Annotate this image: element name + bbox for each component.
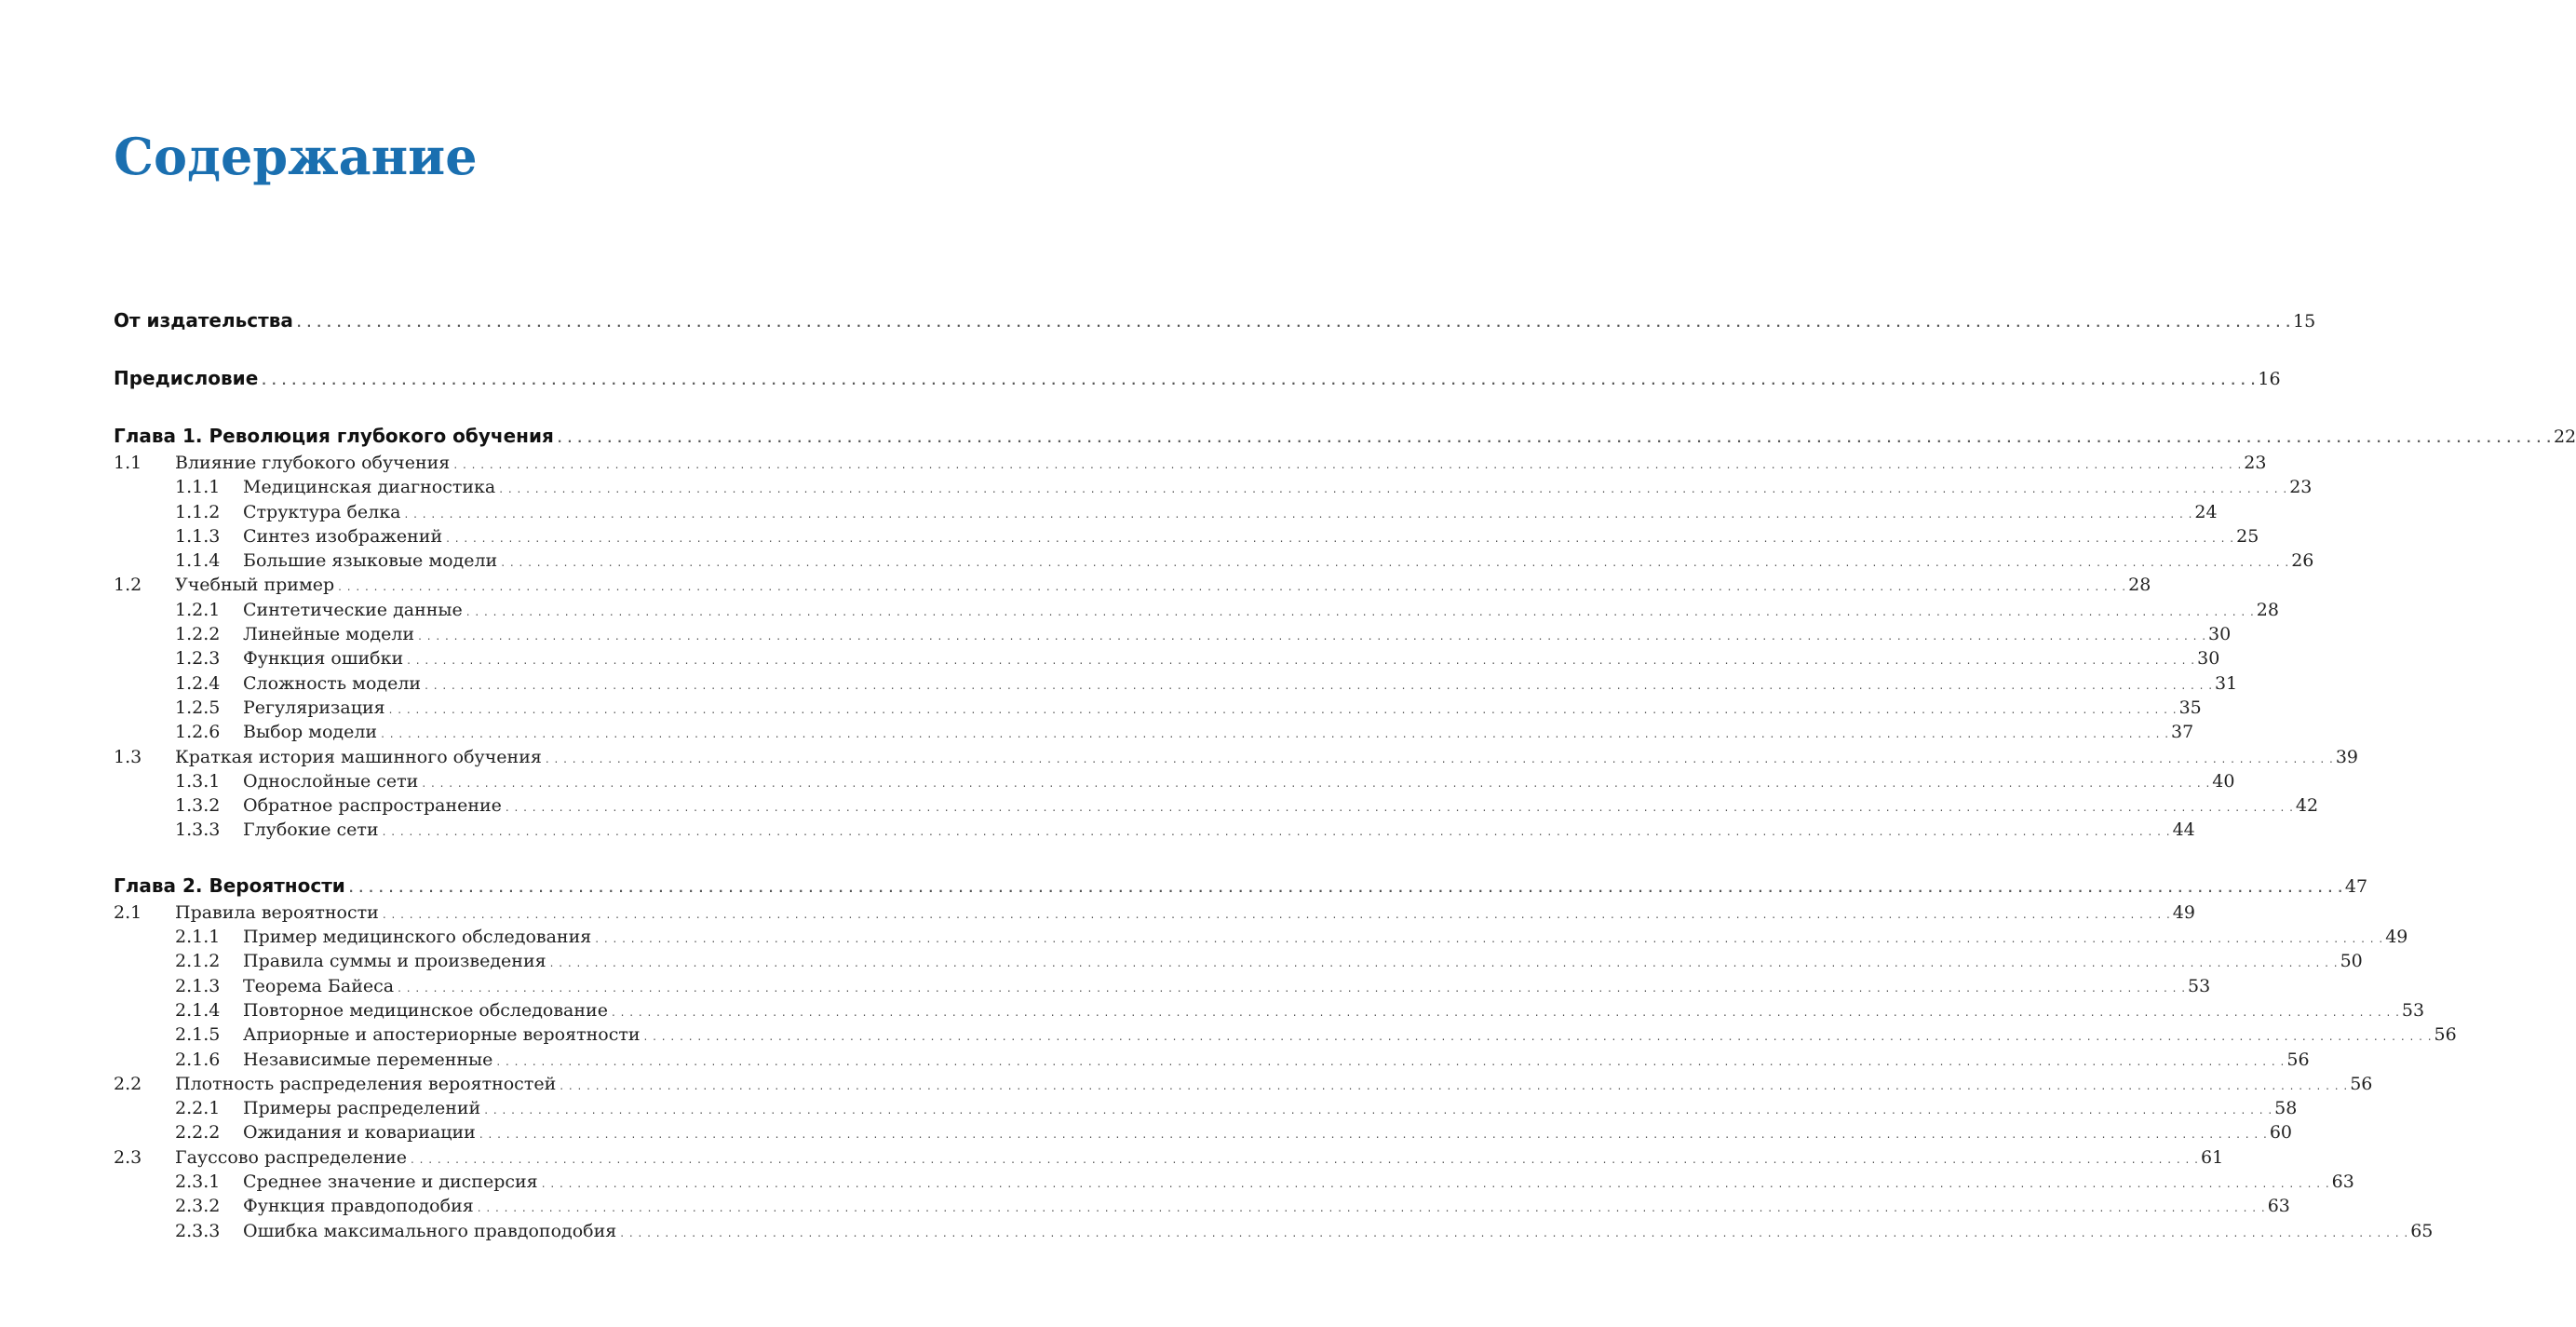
dot-leader: . . . . . . . . . . . . . . . . . . . . . . . . . . . . . . . . . . . . . . . . . . . . . . . . . . . . . . . . . . . . . . . . . . . . . . . . . . . . . . . . . . . . . . . . . . . . . . . . . . . . . . . . . . . . . . . . . . . . . . . . . . . . . . . . . . . . . . . . . . . . . . . . . . . . . . . . . . . . . . . . . . . . . . . . . . . . . . . . . . . . . . . . . . . . . . . . . . . . . . . .: [404, 507, 2193, 521]
toc-entry-number: 2.1.2: [175, 951, 221, 972]
dot-leader: . . . . . . . . . . . . . . . . . . . . . . . . . . . . . . . . . . . . . . . . . . . . . . . . . . . . . . . . . . . . . . . . . . . . . . . . . . . . . . . . . . . . . . . . . . . . . . . . . . . . . . . . . . . . . . . . . . . . . . . . . . . . . . . . . . . . . . . . . . . . . . . . . . . . . . . . . . . . . . . . . . . . . . . . . . . . . . . . . . . . . . . . . . . . . . . . . . . . . . . .: [545, 752, 2334, 765]
toc-entry-number: 2.1.1: [175, 927, 221, 948]
dot-leader: . . . . . . . . . . . . . . . . . . . . . . . . . . . . . . . . . . . . . . . . . . . . . . . . . . . . . . . . . . . . . . . . . . . . . . . . . . . . . . . . . . . . . . . . . . . . . . . . . . . . . . . . . . . . . . . . . . . . . . . . . . . . . . . . . . . . . . . . . . . . . . . . . . . . . . . . . . . . . . . . . . . . . . . . . . . . . . . . . . . . . . . . . . . . . . . . . . . . . . . .: [398, 981, 2187, 995]
toc-entry-number: 1.2.4: [175, 672, 221, 694]
toc-entry-sub: [114, 974, 2211, 998]
toc-entry-top: [114, 421, 2576, 451]
toc-entry-title: Повторное медицинское обследование: [243, 999, 608, 1021]
toc-entry-page-number: 30: [2197, 648, 2220, 670]
toc-entry-sub: [114, 1170, 2354, 1194]
toc-entry-sec: [114, 451, 2267, 475]
toc-entry-page-number: 63: [2267, 1196, 2290, 1217]
toc-entry-top: [114, 363, 2281, 393]
toc-entry-title: Пример медицинского обследования: [243, 927, 592, 948]
toc-entry-title: Регуляризация: [243, 697, 385, 718]
toc-entry-sec: [114, 1145, 2224, 1170]
toc-entry-title: Медицинская диагностика: [243, 477, 496, 498]
dot-leader: . . . . . . . . . . . . . . . . . . . . . . . . . . . . . . . . . . . . . . . . . . . . . . . . . . . . . . . . . . . . . . . . . . . . . . . . . . . . . . . . . . . . . . . . . . . . . . . . . . . . . . . . . . . . . . . . . . . . . . . . . . . . . . . . . . . . . . . . . . . . . . . . . . . . . . . . . . . . . . . . . . . . . . . . . . . . . . . . . . . . . . . . . . . . . . . . . . . . . . . .: [425, 678, 2214, 692]
dot-leader: . . . . . . . . . . . . . . . . . . . . . . . . . . . . . . . . . . . . . . . . . . . . . . . . . . . . . . . . . . . . . . . . . . . . . . . . . . . . . . . . . . . . . . . . . . . . . . . . . . . . . . . . . . . . . . . . . . . . . . . . . . . . . . . . . . . . . . . . . . . . . . . . . . . . . . . . . . . . . . . . . . . . . . . . . . . . . . . . . . . . . . . . . . . . . . . . . . . . . . . .: [620, 1225, 2409, 1239]
toc-entry-page-number: 23: [2244, 453, 2267, 473]
toc-entry-page-number: 49: [2172, 901, 2195, 923]
toc-entry-title: Глава 2. Вероятности: [114, 871, 347, 900]
toc-entry-page-number: 24: [2194, 501, 2218, 522]
toc-entry-number: 1.3.1: [175, 770, 221, 792]
toc-entry-title: Выбор модели: [243, 722, 378, 743]
toc-entry-title: Влияние глубокого обучения: [175, 453, 451, 473]
toc-entry-page-number: 58: [2274, 1098, 2298, 1119]
toc-entry-title: Плотность распределения вероятностей: [175, 1073, 557, 1094]
toc-entry-page-number: 31: [2215, 672, 2238, 694]
toc-entry-number: 1.3.3: [175, 819, 221, 841]
toc-entry-title: Структура белка: [243, 501, 401, 522]
toc-entry-title: Линейные модели: [243, 624, 415, 645]
toc-entry-number: 2.2.2: [175, 1122, 221, 1144]
toc-entry-title: Теорема Байеса: [243, 975, 395, 996]
toc-entry-sub: [114, 475, 2313, 499]
toc-entry-title: Функция правдоподобия: [243, 1196, 474, 1217]
toc-entry-number: 1.2.6: [175, 722, 221, 743]
dot-leader: . . . . . . . . . . . . . . . . . . . . . . . . . . . . . . . . . . . . . . . . . . . . . . . . . . . . . . . . . . . . . . . . . . . . . . . . . . . . . . . . . . . . . . . . . . . . . . . . . . . . . . . . . . . . . . . . . . . . . . . . . . . . . . . . . . . . . . . . . . . . . . . . . . . . . . . . . . . . . . . . . . . . . . . . . . . . . . . . . . . . . . . . . . . . . . . . . . . . . . . .: [465, 604, 2255, 618]
toc-entry-top: [114, 871, 2368, 900]
toc-entry-sub: [114, 998, 2425, 1022]
dot-leader: . . . . . . . . . . . . . . . . . . . . . . . . . . . . . . . . . . . . . . . . . . . . . . . . . . . . . . . . . . . . . . . . . . . . . . . . . . . . . . . . . . . . . . . . . . . . . . . . . . . . . . . . . . . . . . . . . . . . . . . . . . . . . . . . . . . . . . . . . . . . . . . . . . . . . . . . . . . . . . . . . . . . . . . . . . . . . . . . . . . . . . . . . . . . . . . . . . . . . . . .: [541, 1177, 2330, 1191]
toc-entry-page-number: 61: [2200, 1146, 2224, 1168]
toc-entry-number: 2.1.6: [175, 1049, 221, 1070]
toc-entry-title: Правила вероятности: [175, 901, 379, 923]
toc-entry-sub: [114, 1096, 2298, 1120]
toc-entry-sub: [114, 1219, 2434, 1243]
toc-entry-page-number: 65: [2410, 1220, 2434, 1241]
dot-leader: . . . . . . . . . . . . . . . . . . . . . . . . . . . . . . . . . . . . . . . . . . . . . . . . . . . . . . . . . . . . . . . . . . . . . . . . . . . . . . . . . . . . . . . . . . . . . . . . . . . . . . . . . . . . . . . . . . . . . . . . . . . . . . . . . . . . . . . . . . . . . . . . . . . . . . . . . . . . . . . . . . . . . . . . . . . . . . . . . . . . . . . . . . . . . . . . . . . . . . . .: [560, 1078, 2349, 1092]
dot-leader: . . . . . . . . . . . . . . . . . . . . . . . . . . . . . . . . . . . . . . . . . . . . . . . . . . . . . . . . . . . . . . . . . . . . . . . . . . . . . . . . . . . . . . . . . . . . . . . . . . . . . . . . . . . . . . . . . . . . . . . . . . . . . . . . . . . . . . . . . . . . . . . . . . . . . . . . . . . . . . . . . . . . . . . . . . . . . . . . . . . . . . . . . . . . . . . . . . . . . . . .: [505, 801, 2294, 815]
toc-entry-page-number: 22: [2553, 427, 2576, 447]
dot-leader: . . . . . . . . . . . . . . . . . . . . . . . . . . . . . . . . . . . . . . . . . . . . . . . . . . . . . . . . . . . . . . . . . . . . . . . . . . . . . . . . . . . . . . . . . . . . . . . . . . . . . . . . . . . . . . . . . . . . . . . . . . . . . . . . . . . . . . . . . . . . . . . . . . . . . . . . . . . . . . . . . . . . . . . . . . . . . . . . . . . . . . . . . . . . . . . . . . . . . . . .: [549, 956, 2339, 970]
toc-entry-page-number: 15: [2292, 311, 2316, 332]
toc-entry-title: Большие языковые модели: [243, 550, 498, 572]
toc-entry-page-number: 28: [2128, 575, 2151, 596]
dot-leader: . . . . . . . . . . . . . . . . . . . . . . . . . . . . . . . . . . . . . . . . . . . . . . . . . . . . . . . . . . . . . . . . . . . . . . . . . . . . . . . . . . . . . . . . . . . . . . . . . . . . . . . . . . . . . . . . . . . . . . . . . . . . . . . . . . . . . . . . . . . . . . . . . . . . . . . . . . . . . . . . . . . . . . . . . . . . . . . . . . . . . . . . . . . . . . . . . . . . . . . .: [484, 1104, 2273, 1117]
toc-entry-number: 2.2: [114, 1073, 142, 1094]
toc-entry-sub: [114, 1194, 2290, 1218]
dot-leader: . . . . . . . . . . . . . . . . . . . . . . . . . . . . . . . . . . . . . . . . . . . . . . . . . . . . . . . . . . . . . . . . . . . . . . . . . . . . . . . . . . . . . . . . . . . . . . . . . . . . . . . . . . . . . . . . . . . . . . . . . . . . . . . . . . . . . . . . . . . . . . . . . . . . . . . . . . . . . . . . . . . . . . . . . . . . . . . . . . . . . . . . . . . . . . . . . . . . . . . .: [611, 1005, 2400, 1019]
dot-leader: . . . . . . . . . . . . . . . . . . . . . . . . . . . . . . . . . . . . . . . . . . . . . . . . . . . . . . . . . . . . . . . . . . . . . . . . . . . . . . . . . . . . . . . . . . . . . . . . . . . . . . . . . . . . . . . . . . . . . . . . . . . . . . . . . . . . . . . . . . . . . . . . . . . . . . . . . . . . . . . . . . . . . . . . . . . . . . . . . . . . . . . . . . . . . . . . . . . . . . . .: [418, 630, 2207, 643]
toc-entry-title: Сложность модели: [243, 672, 422, 694]
toc-entry-page-number: 50: [2340, 951, 2363, 972]
toc-entry-page-number: 37: [2171, 722, 2194, 743]
toc-entry-page-number: 44: [2172, 819, 2195, 841]
toc-entry-title: Примеры распределений: [243, 1098, 481, 1119]
dot-leader: . . . . . . . . . . . . . . . . . . . . . . . . . . . . . . . . . . . . . . . . . . . . . . . . . . . . . . . . . . . . . . . . . . . . . . . . . . . . . . . . . . . . . . . . . . . . . . . . . . . . . . . . . . . . . . . . . . . . . . . . . . . . . . . . . . . . . . . . . . . . . . . . . . . . . . . . . . . . . . . . . . . . . . . . . . . . . . . . . . . . . . . . . . . . . . . . . . . . . . . .: [453, 458, 2243, 471]
dot-leader: . . . . . . . . . . . . . . . . . . . . . . . . . . . . . . . . . . . . . . . . . . . . . . . . . . . . . . . . . . . . . . . . . . . . . . . . . . . . . . . . . . . . . . . . . . . . . . . . . . . . . . . . . . . . . . . . . . . . . . . . . . . . . . . . . . . . . . . . . . . . . . . . . . . . . . . . . . . . . . . . . . . . . . . . . . . . . . . . . . . . . . . . . . . . . . . . . . . . . . . .: [499, 482, 2288, 496]
toc-entry-sec: [114, 573, 2151, 597]
dot-leader: . . . . . . . . . . . . . . . . . . . . . . . . . . . . . . . . . . . . . . . . . . . . . . . . . . . . . . . . . . . . . . . . . . . . . . . . . . . . . . . . . . . . . . . . . . . . . . . . . . . . . . . . . . . . . . . . . . . . . . . . . . . . . . . . . . . . . . . . . . . . . . . . . . . . . . . . . . . . . . . . . . . . . . . . . . . . . . . . . . . . . . . . . . . . . . . . . . . . . . . .: [422, 776, 2211, 790]
toc-entry-number: 1.1.3: [175, 525, 221, 547]
toc-entry-sub: [114, 925, 2408, 949]
dot-leader: . . . . . . . . . . . . . . . . . . . . . . . . . . . . . . . . . . . . . . . . . . . . . . . . . . . . . . . . . . . . . . . . . . . . . . . . . . . . . . . . . . . . . . . . . . . . . . . . . . . . . . . . . . . . . . . . . . . . . . . . . . . . . . . . . . . . . . . . . . . . . . . . . . . . . . . . . . . . . . . . . . . . . . . . . . . . . . . . . . . . . . . . . . . . . . . . . . . . . . . .: [479, 1128, 2268, 1142]
toc-entry-page-number: 56: [2350, 1073, 2373, 1094]
toc-entry-number: 1.2.3: [175, 648, 221, 670]
page-title: Содержание: [114, 127, 478, 186]
toc-entry-number: 2.3.2: [175, 1196, 221, 1217]
toc-entry-number: 1.2.1: [175, 599, 221, 620]
toc-entry-page-number: 40: [2212, 770, 2235, 792]
toc-entry-title: Глава 1. Революция глубокого обучения: [114, 421, 556, 451]
toc-entry-title: Ожидания и ковариации: [243, 1122, 476, 1144]
toc-entry-sub: [114, 622, 2232, 646]
toc-entry-title: Синтетические данные: [243, 599, 463, 620]
toc-entry-sub: [114, 769, 2235, 793]
toc-entry-page-number: 25: [2236, 525, 2259, 547]
toc-entry-page-number: 56: [2434, 1024, 2457, 1046]
toc-entry-number: 1.3: [114, 746, 142, 767]
toc-entry-title: Однослойные сети: [243, 770, 419, 792]
toc-entry-number: 1.1.2: [175, 501, 221, 522]
toc-entry-page-number: 63: [2331, 1171, 2354, 1193]
toc-entry-page-number: 47: [2344, 875, 2368, 897]
dot-leader: . . . . . . . . . . . . . . . . . . . . . . . . . . . . . . . . . . . . . . . . . . . . . . . . . . . . . . . . . . . . . . . . . . . . . . . . . . . . . . . . . . . . . . . . . . . . . . . . . . . . . . . . . . . . . . . . . . . . . . . . . . . . . . . . . . . . . . . . . . . . . . . . . . . . . . . . . . . . . . . . . . . . . . . . . . . . . . . . . . . . . . . . . . . . . . . . . . . . . . . .: [446, 531, 2235, 545]
toc-entry-title: Предисловие: [114, 363, 260, 393]
toc-entry-title: Обратное распространение: [243, 795, 502, 817]
toc-entry-number: 2.3: [114, 1146, 142, 1168]
dot-leader: . . . . . . . . . . . . . . . . . . . . . . . . . . . . . . . . . . . . . . . . . . . . . . . . . . . . . . . . . . . . . . . . . . . . . . . . . . . . . . . . . . . . . . . . . . . . . . . . . . . . . . . . . . . . . . . . . . . . . . . . . . . . . . . . . . . . . . . . . . . . . . . . . . . . . . . . . . . . . . . . . . . . . . . . . . . . . . . . . . . . . . . . . . . . . . . . . . . . . . . .: [382, 907, 2171, 921]
toc-entry-sub: [114, 598, 2279, 622]
toc-entry-number: 1.1: [114, 453, 142, 473]
toc-entry-number: 2.1.3: [175, 975, 221, 996]
dot-leader: . . . . . . . . . . . . . . . . . . . . . . . . . . . . . . . . . . . . . . . . . . . . . . . . . . . . . . . . . . . . . . . . . . . . . . . . . . . . . . . . . . . . . . . . . . . . . . . . . . . . . . . . . . . . . . . . . . . . . . . . . . . . . . . . . . . . . . . . . . . . . . . . . . . . . . . . . . . . . . . . . . . . . . . . . . . . . . . . . . . . . . . . . . . . . . . . . . . . . . . .: [477, 1201, 2266, 1215]
toc-entry-title: Правила суммы и произведения: [243, 951, 546, 972]
toc-entry-page-number: 53: [2188, 975, 2211, 996]
toc-entry-number: 1.1.4: [175, 550, 221, 572]
toc-entry-page-number: 60: [2269, 1122, 2292, 1144]
toc-entry-page-number: 56: [2286, 1049, 2310, 1070]
dot-leader: . . . . . . . . . . . . . . . . . . . . . . . . . . . . . . . . . . . . . . . . . . . . . . . . . . . . . . . . . . . . . . . . . . . . . . . . . . . . . . . . . . . . . . . . . . . . . . . . . . . . . . . . . . . . . . . . . . . . . . . . . . . . . . . . . . . . . . . . . . . . . . . . . . . . . . . . . . . . . . . . . . . . . . . . . . . . . . . . . . . . . . . . . . . . . . . . . . . . . . . .: [262, 374, 2257, 387]
toc-entry-sec: [114, 1072, 2373, 1096]
dot-leader: . . . . . . . . . . . . . . . . . . . . . . . . . . . . . . . . . . . . . . . . . . . . . . . . . . . . . . . . . . . . . . . . . . . . . . . . . . . . . . . . . . . . . . . . . . . . . . . . . . . . . . . . . . . . . . . . . . . . . . . . . . . . . . . . . . . . . . . . . . . . . . . . . . . . . . . . . . . . . . . . . . . . . . . . . . . . . . . . . . . . . . . . . . . . . . . . . . . . . . . .: [296, 317, 2291, 330]
toc-entry-number: 2.3.1: [175, 1171, 221, 1193]
toc-entry-number: 1.3.2: [175, 795, 221, 817]
dot-leader: . . . . . . . . . . . . . . . . . . . . . . . . . . . . . . . . . . . . . . . . . . . . . . . . . . . . . . . . . . . . . . . . . . . . . . . . . . . . . . . . . . . . . . . . . . . . . . . . . . . . . . . . . . . . . . . . . . . . . . . . . . . . . . . . . . . . . . . . . . . . . . . . . . . . . . . . . . . . . . . . . . . . . . . . . . . . . . . . . . . . . . . . . . . . . . . . . . . . . . . .: [382, 825, 2171, 839]
toc-entry-page-number: 49: [2385, 927, 2408, 948]
toc-entry-number: 2.1.5: [175, 1024, 221, 1046]
toc-entry-sub: [114, 646, 2220, 670]
toc-entry-sub: [114, 500, 2218, 524]
toc-entry-sub: [114, 548, 2314, 573]
toc-entry-sub: [114, 524, 2259, 548]
toc-entry-sec: [114, 900, 2195, 925]
dot-leader: . . . . . . . . . . . . . . . . . . . . . . . . . . . . . . . . . . . . . . . . . . . . . . . . . . . . . . . . . . . . . . . . . . . . . . . . . . . . . . . . . . . . . . . . . . . . . . . . . . . . . . . . . . . . . . . . . . . . . . . . . . . . . . . . . . . . . . . . . . . . . . . . . . . . . . . . . . . . . . . . . . . . . . . . . . . . . . . . . . . . . . . . . . . . . . . . . . . . . . . .: [557, 432, 2552, 445]
dot-leader: . . . . . . . . . . . . . . . . . . . . . . . . . . . . . . . . . . . . . . . . . . . . . . . . . . . . . . . . . . . . . . . . . . . . . . . . . . . . . . . . . . . . . . . . . . . . . . . . . . . . . . . . . . . . . . . . . . . . . . . . . . . . . . . . . . . . . . . . . . . . . . . . . . . . . . . . . . . . . . . . . . . . . . . . . . . . . . . . . . . . . . . . . . . . . . . . . . . . . . . .: [496, 1054, 2286, 1068]
toc-entry-number: 1.2.2: [175, 624, 221, 645]
toc-entry-number: 2.3.3: [175, 1220, 221, 1241]
toc-entry-page-number: 30: [2208, 624, 2232, 645]
toc-entry-sub: [114, 949, 2363, 973]
toc-entry-page-number: 26: [2291, 550, 2314, 572]
toc-entry-title: Среднее значение и дисперсия: [243, 1171, 538, 1193]
toc-entry-sub: [114, 696, 2202, 720]
toc-entry-number: 1.1.1: [175, 477, 221, 498]
dot-leader: . . . . . . . . . . . . . . . . . . . . . . . . . . . . . . . . . . . . . . . . . . . . . . . . . . . . . . . . . . . . . . . . . . . . . . . . . . . . . . . . . . . . . . . . . . . . . . . . . . . . . . . . . . . . . . . . . . . . . . . . . . . . . . . . . . . . . . . . . . . . . . . . . . . . . . . . . . . . . . . . . . . . . . . . . . . . . . . . . . . . . . . . . . . . . . . . . . . . . . . .: [595, 932, 2384, 946]
toc-entry-title: Учебный пример: [175, 575, 335, 596]
toc-entry-page-number: 53: [2401, 999, 2425, 1021]
table-of-contents: [114, 305, 2576, 1243]
toc-entry-title: Синтез изображений: [243, 525, 443, 547]
toc-entry-sub: [114, 720, 2194, 744]
toc-entry-page-number: 28: [2256, 599, 2279, 620]
dot-leader: . . . . . . . . . . . . . . . . . . . . . . . . . . . . . . . . . . . . . . . . . . . . . . . . . . . . . . . . . . . . . . . . . . . . . . . . . . . . . . . . . . . . . . . . . . . . . . . . . . . . . . . . . . . . . . . . . . . . . . . . . . . . . . . . . . . . . . . . . . . . . . . . . . . . . . . . . . . . . . . . . . . . . . . . . . . . . . . . . . . . . . . . . . . . . . . . . . . . . . . .: [388, 702, 2178, 716]
toc-entry-title: От издательства: [114, 305, 295, 335]
toc-entry-title: Гауссово распределение: [175, 1146, 408, 1168]
toc-entry-title: Независимые переменные: [243, 1049, 493, 1070]
toc-entry-sub: [114, 1022, 2457, 1047]
toc-entry-number: 2.1.4: [175, 999, 221, 1021]
toc-entry-sub: [114, 1048, 2310, 1072]
toc-entry-page-number: 23: [2289, 477, 2313, 498]
toc-entry-page-number: 35: [2178, 697, 2202, 718]
toc-entry-number: 2.1: [114, 901, 142, 923]
dot-leader: . . . . . . . . . . . . . . . . . . . . . . . . . . . . . . . . . . . . . . . . . . . . . . . . . . . . . . . . . . . . . . . . . . . . . . . . . . . . . . . . . . . . . . . . . . . . . . . . . . . . . . . . . . . . . . . . . . . . . . . . . . . . . . . . . . . . . . . . . . . . . . . . . . . . . . . . . . . . . . . . . . . . . . . . . . . . . . . . . . . . . . . . . . . . . . . . . . . . . . . .: [643, 1030, 2433, 1044]
toc-entry-sub: [114, 1120, 2292, 1144]
toc-entry-page-number: 42: [2295, 795, 2319, 817]
dot-leader: . . . . . . . . . . . . . . . . . . . . . . . . . . . . . . . . . . . . . . . . . . . . . . . . . . . . . . . . . . . . . . . . . . . . . . . . . . . . . . . . . . . . . . . . . . . . . . . . . . . . . . . . . . . . . . . . . . . . . . . . . . . . . . . . . . . . . . . . . . . . . . . . . . . . . . . . . . . . . . . . . . . . . . . . . . . . . . . . . . . . . . . . . . . . . . . . . . . . . . . .: [407, 654, 2196, 668]
toc-entry-title: Функция ошибки: [243, 648, 404, 670]
toc-entry-page-number: 16: [2258, 369, 2281, 389]
dot-leader: . . . . . . . . . . . . . . . . . . . . . . . . . . . . . . . . . . . . . . . . . . . . . . . . . . . . . . . . . . . . . . . . . . . . . . . . . . . . . . . . . . . . . . . . . . . . . . . . . . . . . . . . . . . . . . . . . . . . . . . . . . . . . . . . . . . . . . . . . . . . . . . . . . . . . . . . . . . . . . . . . . . . . . . . . . . . . . . . . . . . . . . . . . . . . . . . . . . . . . . .: [338, 580, 2127, 594]
toc-entry-sub: [114, 671, 2238, 696]
toc-entry-page-number: 39: [2335, 746, 2359, 767]
toc-entry-title: Краткая история машинного обучения: [175, 746, 542, 767]
toc-entry-title: Априорные и апостериорные вероятности: [243, 1024, 641, 1046]
dot-leader: . . . . . . . . . . . . . . . . . . . . . . . . . . . . . . . . . . . . . . . . . . . . . . . . . . . . . . . . . . . . . . . . . . . . . . . . . . . . . . . . . . . . . . . . . . . . . . . . . . . . . . . . . . . . . . . . . . . . . . . . . . . . . . . . . . . . . . . . . . . . . . . . . . . . . . . . . . . . . . . . . . . . . . . . . . . . . . . . . . . . . . . . . . . . . . . . . . . . . . . .: [411, 1152, 2199, 1166]
toc-entry-title: Ошибка максимального правдоподобия: [243, 1220, 617, 1241]
toc-entry-sub: [114, 818, 2195, 842]
dot-leader: . . . . . . . . . . . . . . . . . . . . . . . . . . . . . . . . . . . . . . . . . . . . . . . . . . . . . . . . . . . . . . . . . . . . . . . . . . . . . . . . . . . . . . . . . . . . . . . . . . . . . . . . . . . . . . . . . . . . . . . . . . . . . . . . . . . . . . . . . . . . . . . . . . . . . . . . . . . . . . . . . . . . . . . . . . . . . . . . . . . . . . . . . . . . . . . . . . . . . . . .: [501, 556, 2290, 570]
toc-entry-number: 1.2.5: [175, 697, 221, 718]
dot-leader: . . . . . . . . . . . . . . . . . . . . . . . . . . . . . . . . . . . . . . . . . . . . . . . . . . . . . . . . . . . . . . . . . . . . . . . . . . . . . . . . . . . . . . . . . . . . . . . . . . . . . . . . . . . . . . . . . . . . . . . . . . . . . . . . . . . . . . . . . . . . . . . . . . . . . . . . . . . . . . . . . . . . . . . . . . . . . . . . . . . . . . . . . . . . . . . . . . . . . . . .: [381, 727, 2170, 741]
toc-entry-sub: [114, 793, 2319, 818]
dot-leader: . . . . . . . . . . . . . . . . . . . . . . . . . . . . . . . . . . . . . . . . . . . . . . . . . . . . . . . . . . . . . . . . . . . . . . . . . . . . . . . . . . . . . . . . . . . . . . . . . . . . . . . . . . . . . . . . . . . . . . . . . . . . . . . . . . . . . . . . . . . . . . . . . . . . . . . . . . . . . . . . . . . . . . . . . . . . . . . . . . . . . . . . . . . . . . . . . . . . . . . .: [348, 881, 2343, 895]
toc-entry-number: 1.2: [114, 575, 142, 596]
toc-entry-top: [114, 305, 2316, 335]
toc-entry-sec: [114, 745, 2359, 769]
toc-entry-number: 2.2.1: [175, 1098, 221, 1119]
toc-entry-title: Глубокие сети: [243, 819, 379, 841]
